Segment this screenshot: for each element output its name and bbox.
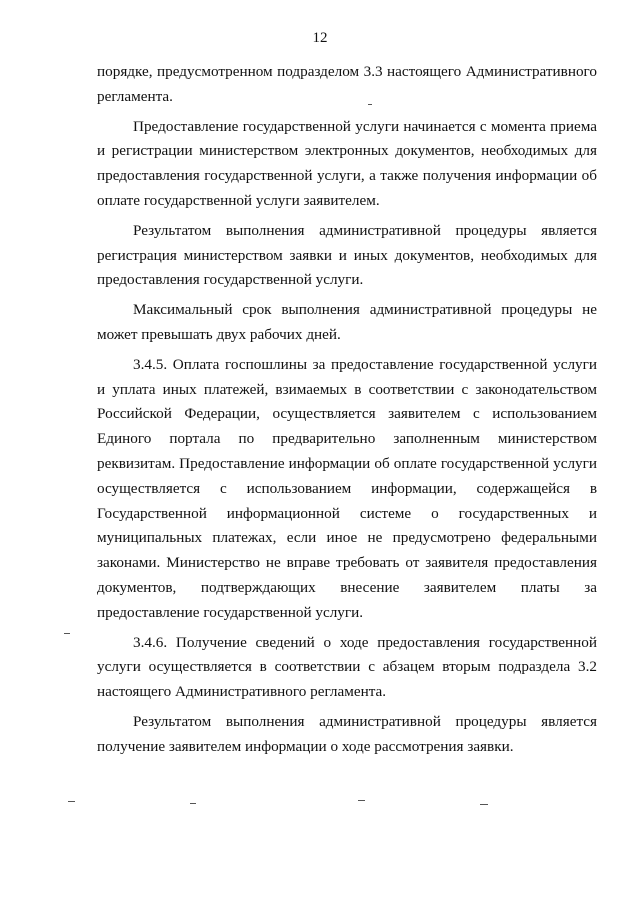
- document-body: [97, 60, 597, 765]
- paragraph-section-3-4-5: 3.4.5. Оплата госпошлины за предоставление государственной услуги и уплата иных платежей, взимаемых в соответствии с законодательством Российской Федерации, осуществляется заявителем с использованием Единого портала по предварительно заполненным министерством реквизитам. Предоставление информации об оплате государственной услуги осуществляется с использованием информации, содержащейся в Государственной информационной системе о государственных и муниципальных платежах, если иное не предусмотрено федеральными законами. Министерство не вправе требовать от заявителя предоставления документов, подтверждающих внесение заявителем платы за предоставление государственной услуги.: [97, 355, 597, 621]
- page-number: 12: [312, 30, 328, 46]
- paragraph-service-start: Предоставление государственной услуги начинается с момента приема и регистрации министерством электронных документов, необходимых для предоставления государственной услуги, а также получения информации об оплате государственной услуги заявителем.: [97, 117, 597, 209]
- paragraph-section-3-4-6: 3.4.6. Получение сведений о ходе предоставления государственной услуги осуществляется в соответствии с абзацем вторым подраздела 3.2 настоящего Административного регламента.: [97, 633, 597, 701]
- scan-speck: [64, 633, 70, 634]
- scan-speck: [68, 801, 75, 802]
- paragraph-procedure-result-info: Результатом выполнения административной процедуры является получение заявителем информации о ходе рассмотрения заявки.: [97, 712, 597, 755]
- paragraph-procedure-result-registration: Результатом выполнения административной процедуры является регистрация министерством заявки и иных документов, необходимых для предоставления государственной услуги.: [97, 221, 597, 289]
- scan-speck: [368, 104, 372, 105]
- scan-speck: [190, 803, 196, 804]
- paragraph-continuation: порядке, предусмотренном подразделом 3.3 настоящего Административного регламента.: [97, 63, 597, 105]
- scan-speck: [358, 800, 365, 801]
- paragraph-max-duration: Максимальный срок выполнения административной процедуры не может превышать двух рабочих дней.: [97, 301, 597, 343]
- scan-speck: [480, 804, 488, 805]
